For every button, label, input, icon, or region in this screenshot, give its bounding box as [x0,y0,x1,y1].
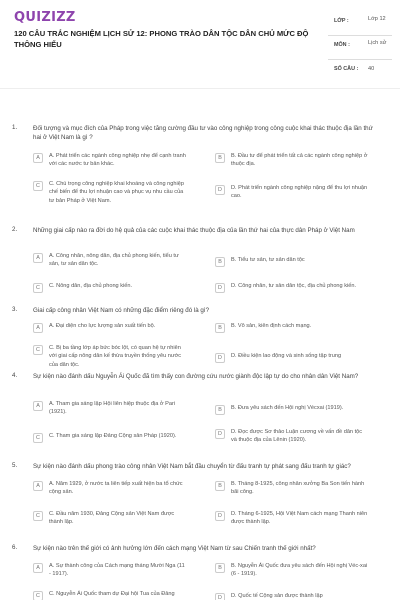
header-divider [0,88,400,89]
option-d[interactable] [215,592,369,600]
option-a[interactable] [33,400,187,417]
option-d[interactable] [215,282,400,293]
subject-meta [328,36,392,60]
option-letter: C [33,345,43,355]
question-number: 5. [12,462,18,469]
option-letter: A [33,253,43,263]
option-text: C. Đầu năm 1930, Đảng Cộng sản Việt Nam được thành lập. [49,511,175,526]
option-c[interactable] [33,432,199,443]
subject-label: MÔN : [334,42,350,48]
option-text: C. Bị ba tầng lớp áp bức bóc lột, có quan hệ tự nhiên với giai cấp nông dân kế thừa truyền thống yêu nước của dân tộc. [49,345,182,368]
option-b[interactable] [215,404,400,415]
option-b[interactable] [215,152,369,169]
option-letter: D [215,511,225,521]
option-b[interactable] [215,562,369,579]
option-c[interactable] [33,510,187,527]
worksheet-header [0,0,400,88]
question-text: Những giai cấp nào ra đời do hệ quả của các cuộc khai thác thuộc địa của lần thứ hai của thực dân Pháp ở Việt Nam [33,227,355,234]
option-letter: A [33,563,43,573]
option-text: B. Tháng 8-1925, công nhân xưởng Ba Son tiến hành bãi công. [231,481,365,496]
option-d[interactable] [215,510,369,527]
option-a[interactable] [33,562,187,579]
option-letter: C [33,591,43,600]
option-text: B. Đầu tư để phát triển tất cả các ngành công nghiệp ở thuộc địa. [231,153,368,168]
question-number: 3. [12,306,18,313]
option-text: D. Đọc được Sơ thảo Luận cương về vấn đề dân tộc và thuộc địa của Lênin (1920). [231,429,363,444]
option-text: D. Tháng 6-1925, Hội Việt Nam cách mạng Thanh niên được thành lập. [231,511,368,526]
option-text: D. Công nhân, tư sản dân tộc, địa chủ phong kiến. [231,283,357,289]
question-number: 1. [12,124,18,131]
question-text: Sự kiện nào đánh dấu Nguyễn Ái Quốc đã tìm thấy con đường cứu nước giành độc lập tự do cho nhân dân Việt Nam? [33,373,359,380]
option-letter: B [215,257,225,267]
option-letter: B [215,323,225,333]
option-text: C. Chú trọng công nghiệp khai khoáng và công nghiệp chế biến để thu lợi nhuận cao và phục vụ nhu cầu của tư bản Pháp ở Việt Nam. [49,181,184,204]
option-letter: D [215,283,225,293]
count-value: 40 [368,66,375,72]
question-text: Sự kiện nào trên thế giới có ảnh hưởng lớn đến cách mạng Việt Nam từ sau Chiến tranh thế giới nhất? [33,545,316,552]
option-a[interactable] [33,322,187,333]
option-letter: D [215,593,225,600]
subject-value: Lịch sử [368,40,387,46]
option-c[interactable] [33,344,187,369]
option-c[interactable] [33,282,187,293]
class-value: Lớp 12 [368,16,386,22]
option-text: A. Phát triển các ngành công nghiệp nhẹ để cạnh tranh với các nước tư bản khác. [49,153,186,168]
option-a[interactable] [33,252,187,269]
option-d[interactable] [215,352,400,363]
class-label: LỚP : [334,18,349,24]
option-b[interactable] [215,256,369,267]
option-letter: A [33,153,43,163]
option-letter: B [215,481,225,491]
option-text: A. Sự thành công của Cách mạng tháng Mười Nga (11 - 1917). [49,563,185,578]
option-a[interactable] [33,152,187,169]
option-letter: D [215,429,225,439]
option-letter: D [215,353,225,363]
option-text: D. Quốc tế Cộng sản được thành lập [231,593,323,599]
option-text: B. Vô sản, kiên định cách mạng. [231,323,312,329]
option-text: B. Đưa yêu sách đến Hội nghị Vécxai (1919). [231,405,344,411]
option-b[interactable] [215,480,369,497]
option-letter: B [215,563,225,573]
option-text: C. Nông dân, địa chủ phong kiến. [49,283,133,289]
question-text: Sự kiện nào đánh dấu phong trào công nhân Việt Nam bắt đầu chuyển từ đấu tranh tự phát sang đấu tranh tự giác? [33,463,351,470]
question-number: 2. [12,226,18,233]
option-letter: A [33,481,43,491]
option-text: A. Đại diện cho lực lượng sản xuất tiến bộ. [49,323,156,329]
option-letter: C [33,433,43,443]
option-letter: C [33,511,43,521]
option-text: C. Nguyễn Ái Quốc tham dự Đại hội Tua của Đảng [49,591,175,597]
quizizz-logo: QUIZIZZ [14,10,76,25]
option-b[interactable] [215,322,369,333]
question-text: Đối tượng và mục đích của Pháp trong việc tăng cường đầu tư vào công nghiệp trong công cuộc khai thác thuộc địa lần thứ hai ở Việt Nam là gì ? [33,125,373,141]
option-letter: A [33,323,43,333]
option-text: D. Phát triển ngành công nghiệp nặng để thu lợi nhuận cao. [231,185,368,200]
option-a[interactable] [33,480,187,497]
worksheet-title: 120 CÂU TRẮC NGHIỆM LỊCH SỬ 12: PHONG TRÀO DÂN TỘC DÂN CHỦ MỨC ĐỘ THÔNG HIỂU [14,29,309,49]
question-number: 6. [12,544,18,551]
question-number: 4. [12,372,18,379]
option-letter: C [33,181,43,191]
option-d[interactable] [215,428,369,445]
option-letter: D [215,185,225,195]
option-text: A. Tham gia sáng lập Hội liên hiệp thuộc địa ở Pari (1921). [49,401,176,416]
count-meta [328,60,392,80]
option-letter: B [215,153,225,163]
option-text: D. Điều kiện lao động và sinh sống tập trung [231,353,342,359]
option-letter: C [33,283,43,293]
option-text: C. Tham gia sáng lập Đảng Cộng sản Pháp (1920). [49,433,177,439]
option-letter: B [215,405,225,415]
option-c[interactable] [33,590,187,600]
option-text: A. Công nhân, nông dân, địa chủ phong kiến, tiểu tư sản, tư sản dân tộc. [49,253,179,268]
count-label: SỐ CÂU : [334,66,359,72]
option-text: B. Tiểu tư sản, tư sản dân tộc [231,257,305,263]
option-letter: A [33,401,43,411]
option-text: A. Năm 1929, ở nước ta liên tiếp xuất hiện ba tổ chức cộng sản. [49,481,183,496]
option-d[interactable] [215,184,369,201]
question-text: Giai cấp công nhân Việt Nam có những đặc điểm riêng đó là gì? [33,307,210,314]
option-text: B. Nguyễn Ái Quốc đưa yêu sách đến Hội nghị Véc-xai (6 - 1919). [231,563,368,578]
class-meta [328,12,392,36]
option-c[interactable] [33,180,187,205]
